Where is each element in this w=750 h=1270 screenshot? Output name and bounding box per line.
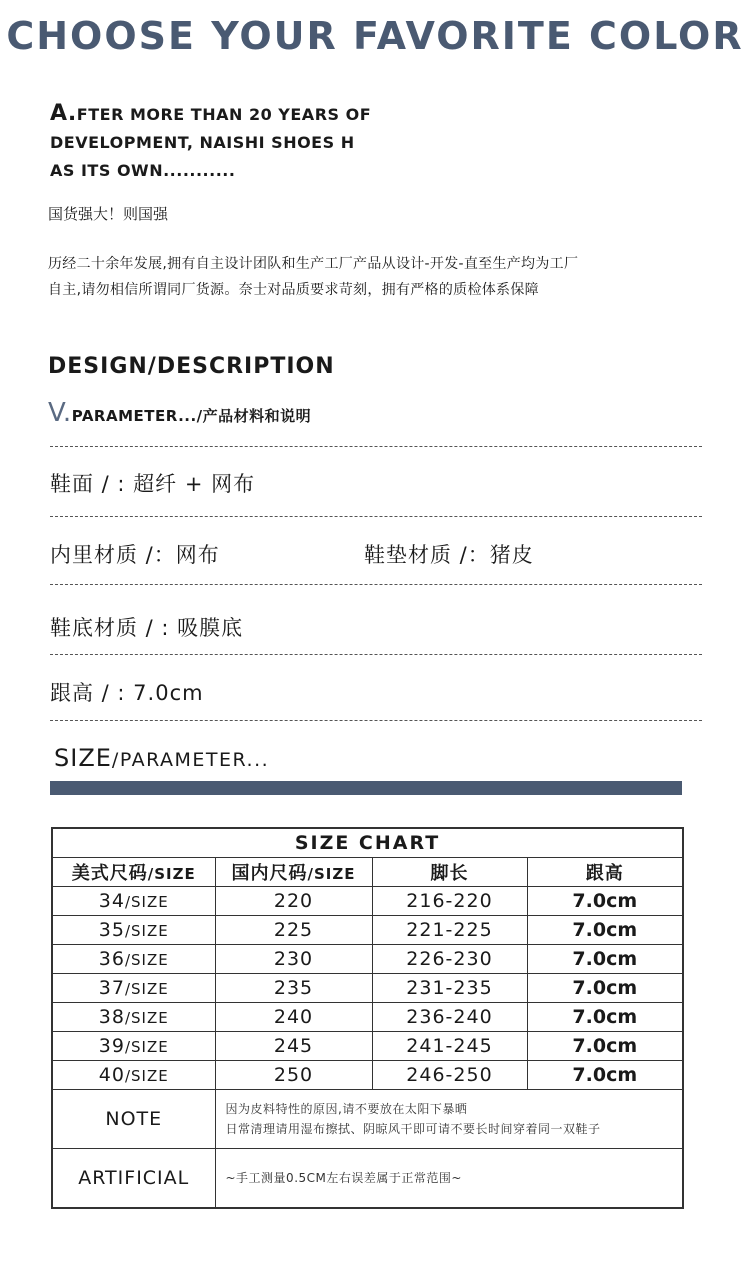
- intro-line-3: AS ITS OWN...........: [50, 161, 236, 180]
- spec-heel: 跟高 / : 7.0cm: [50, 681, 204, 705]
- us-size-cell: 35/SIZE: [52, 916, 215, 945]
- artificial-text: ~手工测量0.5CM左右误差属于正常范围~: [215, 1149, 683, 1209]
- us-size-cell: 40/SIZE: [52, 1061, 215, 1090]
- divider: [50, 720, 702, 721]
- heel-height-cell: 7.0cm: [527, 1003, 683, 1032]
- parameter-initial: V.: [48, 398, 72, 428]
- table-row: [52, 1003, 683, 1032]
- foot-length-cell: 216-220: [372, 887, 527, 916]
- note-line-1: 因为皮料特性的原因,请不要放在太阳下暴晒: [225, 1102, 468, 1116]
- note-label: NOTE: [52, 1090, 215, 1149]
- us-size-cell: 34/SIZE: [52, 887, 215, 916]
- table-row: [52, 1032, 683, 1061]
- parameter-heading: [48, 398, 311, 428]
- size-heading: [54, 744, 269, 772]
- size-heading-sub: /PARAMETER...: [111, 749, 270, 771]
- intro-line-2: DEVELOPMENT, NAISHI SHOES H: [50, 133, 355, 152]
- heel-height-cell: 7.0cm: [527, 887, 683, 916]
- table-row: [52, 887, 683, 916]
- cn-size-cell: 240: [215, 1003, 372, 1032]
- spec-upper: 鞋面 / : 超纤 + 网布: [50, 472, 256, 496]
- intro-initial: A.: [50, 101, 77, 126]
- cn-size-cell: 250: [215, 1061, 372, 1090]
- foot-length-cell: 236-240: [372, 1003, 527, 1032]
- table-row: [52, 945, 683, 974]
- header-us-size: 美式尺码/SIZE: [52, 858, 215, 887]
- table-row: [52, 1061, 683, 1090]
- cn-size-cell: 230: [215, 945, 372, 974]
- divider: [50, 654, 702, 655]
- size-chart-table: [51, 827, 684, 1209]
- heel-height-cell: 7.0cm: [527, 974, 683, 1003]
- header-heel-height: 跟高: [527, 858, 683, 887]
- heel-height-cell: 7.0cm: [527, 916, 683, 945]
- parameter-heading-text: PARAMETER.../产品材料和说明: [71, 407, 312, 425]
- table-row: [52, 974, 683, 1003]
- us-size-cell: 38/SIZE: [52, 1003, 215, 1032]
- foot-length-cell: 246-250: [372, 1061, 527, 1090]
- artificial-label: ARTIFICIAL: [52, 1149, 215, 1209]
- us-size-cell: 36/SIZE: [52, 945, 215, 974]
- cn-size-cell: 245: [215, 1032, 372, 1061]
- intro-line-1: FTER MORE THAN 20 YEARS OF: [76, 105, 372, 124]
- note-text: [215, 1090, 683, 1149]
- size-chart-caption: SIZE CHART: [52, 828, 683, 858]
- brand-paragraph: [48, 251, 708, 303]
- heel-height-cell: 7.0cm: [527, 1032, 683, 1061]
- foot-length-cell: 231-235: [372, 974, 527, 1003]
- heel-height-cell: 7.0cm: [527, 1061, 683, 1090]
- slogan: 国货强大！则国强: [48, 205, 169, 223]
- design-heading: DESIGN/DESCRIPTION: [48, 354, 335, 379]
- divider: [50, 516, 702, 517]
- us-size-cell: 37/SIZE: [52, 974, 215, 1003]
- divider: [50, 584, 702, 585]
- spec-lining: 内里材质 /：网布: [50, 543, 220, 567]
- header-cn-size: 国内尺码/SIZE: [215, 858, 372, 887]
- cn-size-cell: 220: [215, 887, 372, 916]
- spec-sole: 鞋底材质 / : 吸膜底: [50, 616, 244, 640]
- divider: [50, 446, 702, 447]
- intro-text: [50, 100, 410, 185]
- spec-insole: 鞋垫材质 /：猪皮: [364, 543, 534, 567]
- foot-length-cell: 221-225: [372, 916, 527, 945]
- foot-length-cell: 241-245: [372, 1032, 527, 1061]
- header-foot-length: 脚长: [372, 858, 527, 887]
- paragraph-line-1: 历经二十余年发展,拥有自主设计团队和生产工厂产品从设计-开发-直至生产均为工厂: [48, 256, 579, 272]
- foot-length-cell: 226-230: [372, 945, 527, 974]
- us-size-cell: 39/SIZE: [52, 1032, 215, 1061]
- cn-size-cell: 225: [215, 916, 372, 945]
- note-line-2: 日常清理请用湿布擦拭、阴晾风干即可请不要长时间穿着同一双鞋子: [225, 1122, 601, 1136]
- page-title: CHOOSE YOUR FAVORITE COLOR: [6, 14, 744, 58]
- size-heading-main: SIZE: [54, 744, 112, 772]
- paragraph-line-2: 自主,请勿相信所谓同厂货源。奈士对品质要求苛刻，拥有严格的质检体系保障: [48, 282, 539, 298]
- accent-bar: [50, 781, 682, 795]
- table-row: [52, 916, 683, 945]
- cn-size-cell: 235: [215, 974, 372, 1003]
- heel-height-cell: 7.0cm: [527, 945, 683, 974]
